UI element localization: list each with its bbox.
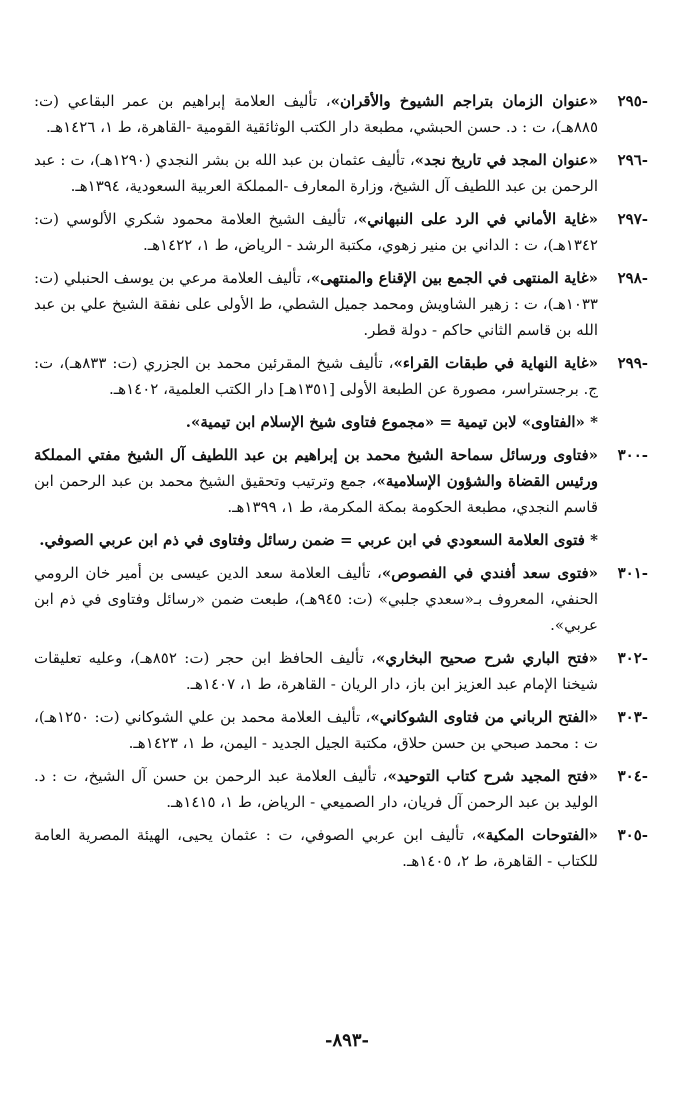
entry-number: -٣٠٢: [617, 649, 648, 667]
entry-text: ، تأليف العلامة مرعي بن يوسف الحنبلي (ت: ١٠٣٣هـ)، ت : زهير الشاويش ومحمد جميل الشطي، ط الأولى على نفقة الشيخ علي بن عبد الله بن قاسم الثاني حاكم - دولة قطر.: [34, 269, 598, 339]
entry-number: -٣٠٤: [617, 767, 648, 785]
cross-reference-note: * فتوى العلامة السعودي في ابن عربي = ضمن رسائل وفتاوى في ذم ابن عربي الصوفي.: [39, 531, 598, 549]
entry-title: «غاية الأماني في الرد على النبهاني»: [357, 210, 599, 228]
entry-text: ، تأليف عثمان بن عبد الله بن بشر النجدي (١٢٩٠هـ)، ت : عبد الرحمن بن عبد اللطيف آل الشيخ، وزارة المعارف -المملكة العربية السعودية، ١٣٩٤هـ.: [34, 151, 598, 195]
entry-text: ، تأليف شيخ المقرئين محمد بن الجزري (ت: ٨٣٣هـ)، ت: ج. برجستراسر، مصورة عن الطبعة الأولى [١٣٥١هـ] دار الكتب العلمية، ١٤٠٢هـ.: [34, 354, 598, 398]
entry-title: «عنوان الزمان بتراجم الشيوخ والأقران»: [330, 92, 599, 110]
entry-number: -٣٠٠: [617, 446, 648, 464]
entry-text: ، تأليف ابن عربي الصوفي، ت : عثمان يحيى، الهيئة المصرية العامة للكتاب - القاهرة، ط ٢، ١٤٠٥هـ.: [34, 826, 598, 870]
entry-text: ، تأليف الحافظ ابن حجر (ت: ٨٥٢هـ)، وعليه تعليقات شيخنا الإمام عبد العزيز ابن باز، دار الريان - القاهرة، ط ١، ١٤٠٧هـ.: [34, 649, 598, 693]
entry-number: -٣٠٣: [617, 708, 648, 726]
entry-301: [34, 560, 648, 638]
entry-297: [34, 206, 648, 258]
page-number: -٨٩٣-: [325, 1030, 369, 1051]
entry-296: [34, 147, 648, 199]
entry-number: -٣٠٥: [617, 826, 648, 844]
entry-title: «فتاوى ورسائل سماحة الشيخ محمد بن إبراهيم بن عبد اللطيف آل الشيخ مفتي المملكة ورئيس القضاة والشؤون الإسلامية»: [34, 446, 598, 490]
entry-number: -٢٩٧: [617, 210, 648, 228]
entry-304: [34, 763, 648, 815]
entry-title: «فتوى سعد أفندي في الفصوص»: [381, 564, 598, 582]
entry-text: ، تأليف العلامة عبد الرحمن بن حسن آل الشيخ، ت : د. الوليد بن عبد الرحمن آل فريان، دار الصميعي - الرياض، ط ١، ١٤١٥هـ.: [34, 767, 598, 811]
entry-text: ، تأليف العلامة سعد الدين عيسى بن أمير خان الرومي الحنفي، المعروف بـ«سعدي جلبي» (ت: ٩٤٥هـ)، طبعت ضمن «رسائل وفتاوى في ذم ابن عربي».: [34, 564, 598, 634]
entry-number: -٢٩٥: [617, 92, 648, 110]
entry-299: [34, 350, 648, 402]
entry-text: ، تأليف العلامة إبراهيم بن عمر البقاعي (ت: ٨٨٥هـ)، ت : د. حسن الحبشي، مطبعة دار الكتب الوثائقية القومية -القاهرة، ط ١، ١٤٢٦هـ.: [34, 92, 598, 136]
entry-302: [34, 645, 648, 697]
entry-text: ، جمع وترتيب وتحقيق الشيخ محمد بن عبد الرحمن ابن قاسم النجدي، مطبعة الحكومة بمكة المكرمة، ط ١، ١٣٩٩هـ.: [34, 472, 598, 516]
entry-305: [34, 822, 648, 874]
entry-number: -٣٠١: [617, 564, 648, 582]
entry-title: «الفتح الرباني من فتاوى الشوكاني»: [370, 708, 598, 726]
cross-reference-note: * «الفتاوى» لابن تيمية = «مجموع فتاوى شيخ الإسلام ابن تيمية».: [185, 413, 598, 431]
entry-text: ، تأليف الشيخ العلامة محمود شكري الألوسي (ت: ١٣٤٢هـ)، ت : الداني بن منير زهوي، مكتبة الرشد - الرياض، ط ١، ١٤٢٢هـ.: [34, 210, 598, 254]
entry-title: «فتح المجيد شرح كتاب التوحيد»: [387, 767, 598, 785]
entry-number: -٢٩٩: [617, 354, 648, 372]
entry-title: «غاية المنتهى في الجمع بين الإقناع والمنتهى»: [310, 269, 598, 287]
entry-title: «فتح الباري شرح صحيح البخاري»: [375, 649, 598, 667]
page-body: [34, 88, 648, 881]
entry-text: ، تأليف العلامة محمد بن علي الشوكاني (ت: ١٢٥٠هـ)، ت : محمد صبحي بن حسن حلاق، مكتبة الجيل الجديد - اليمن، ط ١، ١٤٢٣هـ.: [34, 708, 598, 752]
entry-number: -٢٩٨: [617, 269, 648, 287]
entry-295: [34, 88, 648, 140]
entry-303: [34, 704, 648, 756]
entry-298: [34, 265, 648, 343]
entry-title: «الفتوحات المكية»: [476, 826, 598, 844]
entry-title: «عنوان المجد في تاريخ نجد»: [414, 151, 599, 169]
entry-number: -٢٩٦: [617, 151, 648, 169]
entry-300: [34, 442, 648, 520]
entry-title: «غاية النهاية في طبقات القراء»: [393, 354, 598, 372]
